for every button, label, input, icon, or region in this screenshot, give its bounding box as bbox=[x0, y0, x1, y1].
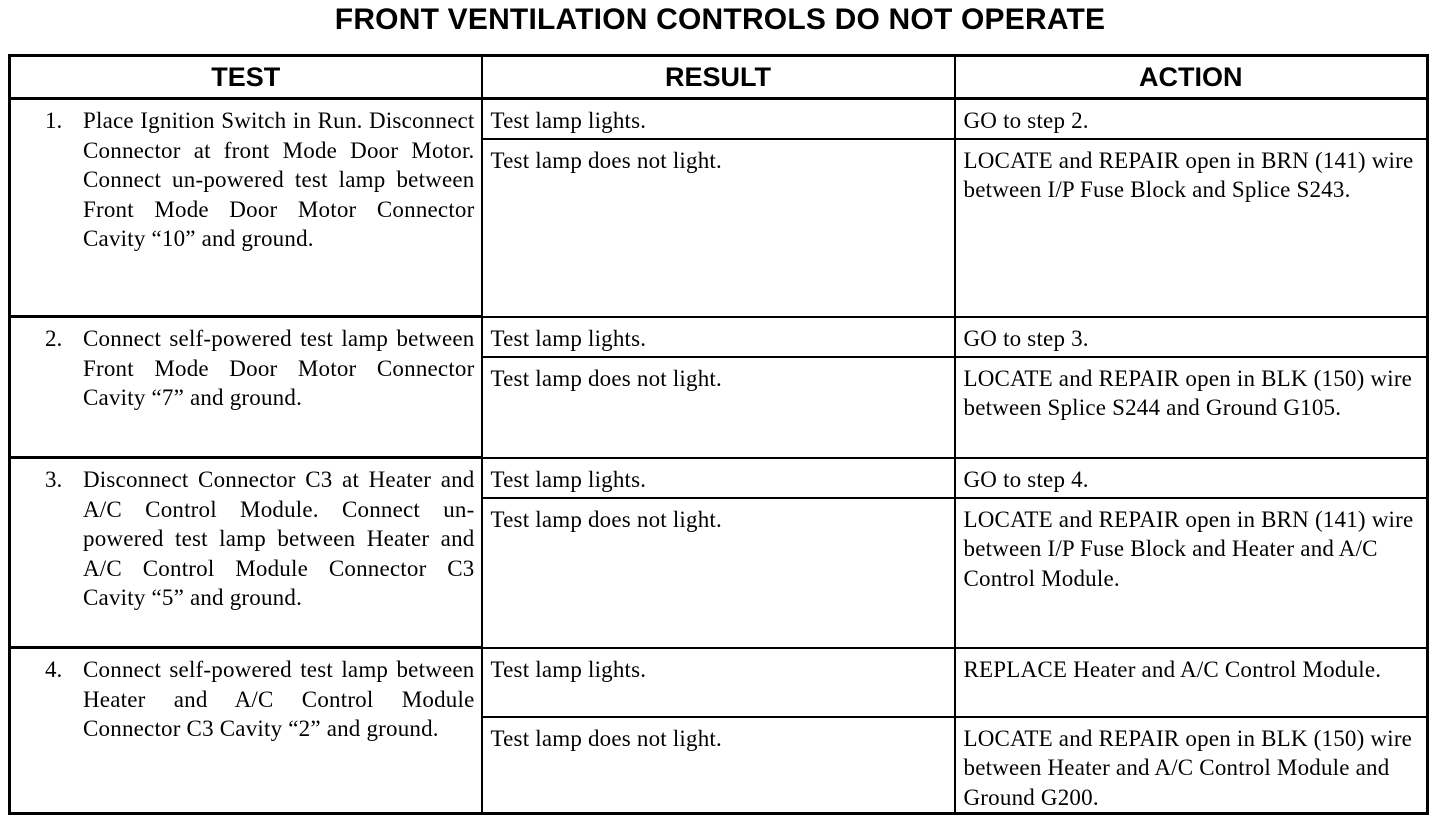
action-text: GO to step 3. bbox=[963, 325, 1089, 351]
step-number: 3. bbox=[45, 467, 63, 492]
action-cell bbox=[955, 99, 1428, 139]
action-text: GO to step 4. bbox=[963, 466, 1089, 492]
action-text: LOCATE and REPAIR open in BLK (150) wire between Heater and A/C Control Module and Ground G200. bbox=[963, 725, 1413, 810]
result-cell bbox=[482, 717, 955, 814]
step-number: 1. bbox=[45, 108, 63, 133]
action-cell bbox=[955, 717, 1428, 814]
result-text: Test lamp lights. bbox=[490, 108, 647, 133]
result-text: Test lamp does not light. bbox=[490, 725, 722, 751]
action-text: LOCATE and REPAIR open in BRN (141) wire between I/P Fuse Block and Heater and A/C Control Module. bbox=[963, 506, 1414, 591]
step-instruction: Connect self-powered test lamp between Front Mode Door Motor Connector Cavity “7” and ground. bbox=[83, 326, 475, 410]
action-cell bbox=[955, 317, 1428, 357]
step-1-test-cell bbox=[10, 99, 482, 317]
step-number: 2. bbox=[45, 326, 63, 351]
diagnostic-table bbox=[8, 54, 1429, 815]
result-text: Test lamp lights. bbox=[490, 325, 647, 351]
header-result: RESULT bbox=[482, 56, 955, 99]
step-3-test-cell bbox=[10, 458, 482, 648]
result-cell bbox=[482, 317, 955, 357]
step-instruction: Place Ignition Switch in Run. Disconnect Connector at front Mode Door Motor. Connect un-powered test lamp between Front Mode Door Motor Connector Cavity “10” and ground. bbox=[83, 108, 475, 251]
result-cell bbox=[482, 357, 955, 458]
result-cell bbox=[482, 498, 955, 648]
action-cell bbox=[955, 357, 1428, 458]
header-action: ACTION bbox=[955, 56, 1428, 99]
action-cell bbox=[955, 458, 1428, 498]
result-text: Test lamp does not light. bbox=[490, 365, 722, 391]
step-instruction: Disconnect Connector C3 at Heater and A/C Control Module. Connect un-powered test lamp between Heater and A/C Control Module Connector C3 Cavity “5” and ground. bbox=[83, 467, 475, 610]
result-cell bbox=[482, 458, 955, 498]
step-instruction: Connect self-powered test lamp between Heater and A/C Control Module Connector C3 Cavity “2” and ground. bbox=[83, 657, 475, 741]
action-text: REPLACE Heater and A/C Control Module. bbox=[963, 656, 1382, 682]
result-text: Test lamp does not light. bbox=[490, 147, 722, 173]
result-cell bbox=[482, 139, 955, 317]
header-test: TEST bbox=[10, 56, 482, 99]
table-row bbox=[10, 648, 1428, 717]
action-text: LOCATE and REPAIR open in BLK (150) wire between Splice S244 and Ground G105. bbox=[963, 365, 1413, 420]
step-2-test-cell bbox=[10, 317, 482, 458]
action-text: LOCATE and REPAIR open in BRN (141) wire between I/P Fuse Block and Splice S243. bbox=[963, 147, 1414, 202]
table-row bbox=[10, 458, 1428, 498]
result-text: Test lamp lights. bbox=[490, 656, 647, 682]
action-cell bbox=[955, 648, 1428, 717]
header-row bbox=[10, 56, 1428, 99]
result-text: Test lamp lights. bbox=[490, 466, 647, 492]
result-cell bbox=[482, 99, 955, 139]
step-number: 4. bbox=[45, 657, 63, 682]
action-cell bbox=[955, 498, 1428, 648]
page-title: FRONT VENTILATION CONTROLS DO NOT OPERATE bbox=[334, 3, 1106, 36]
result-cell bbox=[482, 648, 955, 717]
table-row bbox=[10, 99, 1428, 139]
result-text: Test lamp does not light. bbox=[490, 506, 722, 532]
table-row bbox=[10, 317, 1428, 357]
action-cell bbox=[955, 139, 1428, 317]
action-text: GO to step 2. bbox=[963, 108, 1089, 133]
step-4-test-cell bbox=[10, 648, 482, 814]
